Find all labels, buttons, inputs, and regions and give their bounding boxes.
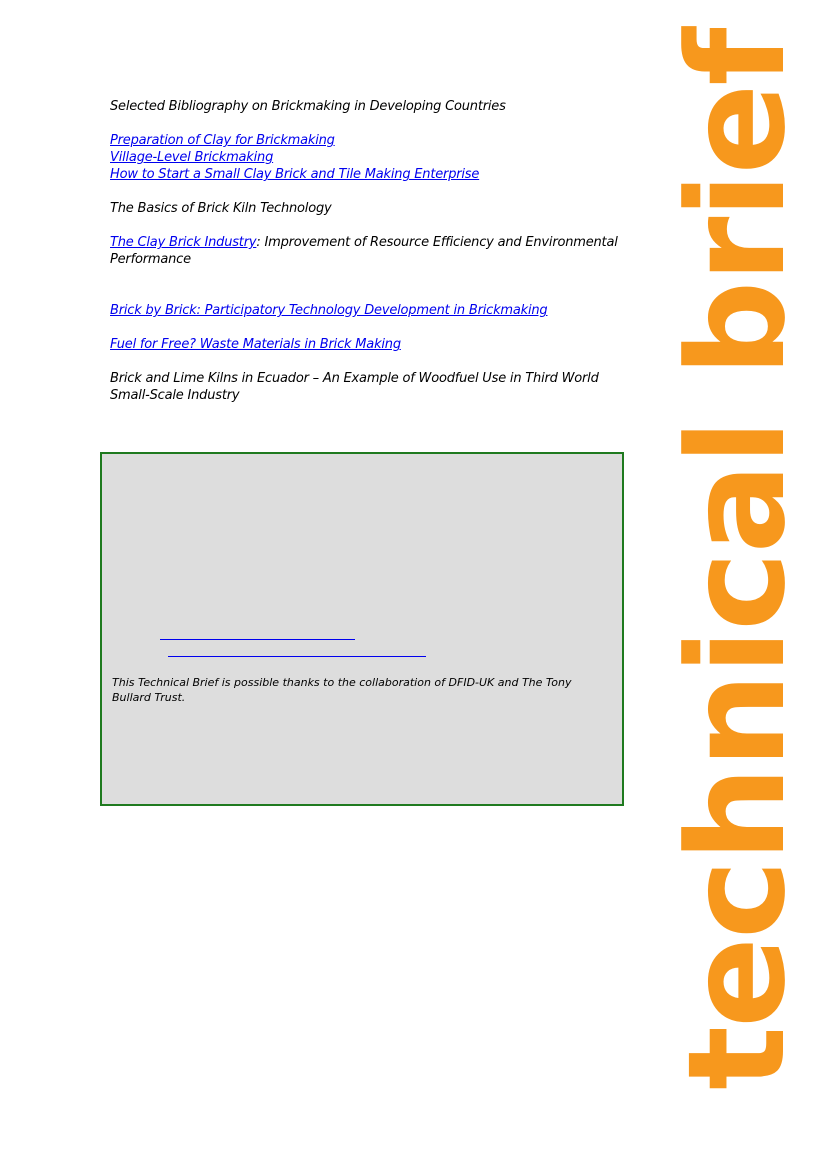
bibliography-section [110,98,620,404]
ref-ecuador-kilns-cont: Small-Scale Industry [110,388,240,403]
clay-brick-industry-subtitle-cont: Performance [110,252,191,267]
contact-email-link[interactable] [160,639,355,640]
ref-clay-brick-industry [110,234,620,251]
link-fuel-for-free[interactable]: Fuel for Free? Waste Materials in Brick Making [110,337,401,352]
link-clay-brick-industry[interactable]: The Clay Brick Industry [110,235,257,250]
link-start-enterprise[interactable]: How to Start a Small Clay Brick and Tile Making Enterprise [110,167,480,182]
technical-brief-title: technical brief [659,29,815,1090]
bibliography-heading: Selected Bibliography on Brickmaking in Developing Countries [110,99,506,114]
ref-kiln-basics: The Basics of Brick Kiln Technology [110,201,332,216]
link-village-brickmaking[interactable]: Village-Level Brickmaking [110,150,274,165]
link-brick-by-brick[interactable]: Brick by Brick: Participatory Technology Development in Brickmaking [110,303,548,318]
acknowledgement-text: This Technical Brief is possible thanks to the collaboration of DFID-UK and The Tony Bullard Trust. [112,676,572,704]
link-clay-preparation[interactable]: Preparation of Clay for Brickmaking [110,133,335,148]
contact-info-box [100,452,624,806]
contact-website-link[interactable] [168,656,426,657]
clay-brick-industry-subtitle: : Improvement of Resource Efficiency and Environmental [256,235,618,250]
ref-ecuador-kilns: Brick and Lime Kilns in Ecuador – An Example of Woodfuel Use in Third World [110,371,599,386]
